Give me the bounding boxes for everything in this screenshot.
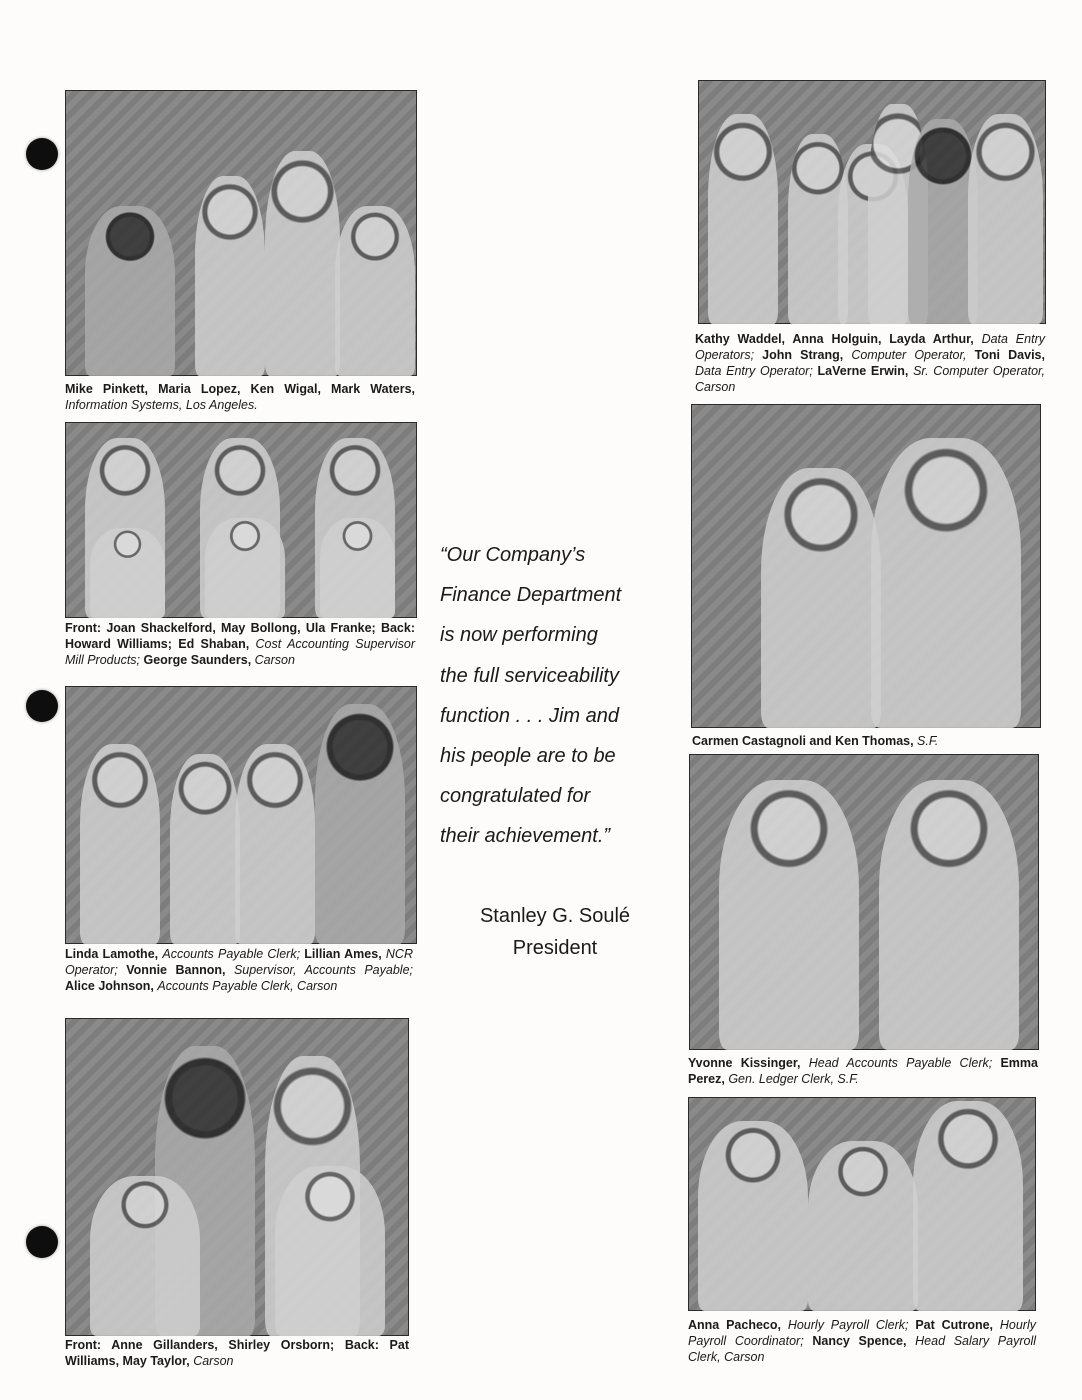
quote-line: is now performing [440, 624, 598, 647]
caption-left-bottom-group [65, 1337, 409, 1369]
caption-names: Vonnie Bannon, [126, 963, 234, 977]
caption-names: Linda Lamothe, [65, 947, 163, 961]
caption-role: S.F. [917, 734, 939, 748]
caption-names: Carmen Castagnoli and Ken Thomas, [692, 734, 918, 748]
caption-names: Front: Joan Shackelford, May Bollong, Ula Franke; Back: Howard Williams; Ed Shaban, [65, 621, 415, 651]
photo-cost-accounting [65, 422, 417, 618]
quote-line: Finance Department [440, 584, 622, 607]
quote-line: the full serviceability [440, 664, 619, 687]
binder-hole-middle [26, 690, 58, 722]
caption-payroll [688, 1317, 1036, 1365]
caption-role: Cost Accounting Supervisor Mill Products; [65, 637, 415, 667]
caption-role: Accounts Payable Clerk, Carson [157, 979, 338, 993]
caption-names: Nancy Spence, [812, 1334, 916, 1348]
binder-hole-bottom [26, 1226, 58, 1258]
photo-left-bottom-group [65, 1018, 409, 1336]
caption-role: Carson [193, 1354, 234, 1368]
caption-kissinger-perez [688, 1055, 1038, 1087]
caption-role: Computer Operator, [851, 348, 975, 362]
caption-names: Lillian Ames, [304, 947, 386, 961]
quote-line: his people are to be [440, 745, 616, 768]
binder-hole-top [26, 138, 58, 170]
photo-information-systems [65, 90, 417, 376]
caption-role: Head Salary Payroll Clerk, Carson [688, 1334, 1036, 1364]
photo-accounts-payable [65, 686, 417, 944]
caption-names: George Saunders, [143, 653, 255, 667]
photo-payroll [688, 1097, 1036, 1311]
caption-role: Accounts Payable Clerk; [162, 947, 305, 961]
caption-names: Mike Pinkett, Maria Lopez, Ken Wigal, Mark Waters, [65, 382, 415, 396]
caption-role: Hourly Payroll Clerk; [787, 1318, 916, 1332]
president-quote [440, 535, 680, 857]
quote-author: Stanley G. Soulé [479, 905, 631, 927]
quote-author-title: President [512, 937, 598, 959]
caption-data-entry [695, 331, 1045, 395]
quote-line: their achievement.” [440, 825, 611, 848]
caption-names: Emma Perez, [688, 1056, 1038, 1086]
caption-role: Hourly Payroll Coordinator; [688, 1318, 1036, 1348]
caption-names: Kathy Waddel, Anna Holguin, Layda Arthur, [695, 332, 982, 346]
caption-cost-accounting [65, 620, 415, 668]
caption-names: Yvonne Kissinger, [688, 1056, 809, 1070]
caption-role: Gen. Ledger Clerk, S.F. [728, 1072, 859, 1086]
quote-line: “Our Company’s [440, 544, 586, 566]
caption-names: Toni Davis, [974, 348, 1045, 362]
caption-role: Supervisor, Accounts Payable; [233, 963, 413, 977]
quote-line: congratulated for [440, 785, 591, 808]
caption-role: Data Entry Operator; [695, 364, 818, 378]
caption-castagnoli-thomas [692, 733, 1042, 749]
caption-names: Anna Pacheco, [688, 1318, 788, 1332]
photo-kissinger-perez [689, 754, 1039, 1050]
caption-names: Front: Anne Gillanders, Shirley Orsborn; Back: Pat Williams, May Taylor, [65, 1338, 409, 1368]
caption-names: Pat Cutrone, [915, 1318, 1000, 1332]
caption-information-systems [65, 381, 415, 413]
caption-names: Alice Johnson, [65, 979, 158, 993]
photo-castagnoli-thomas [691, 404, 1041, 728]
caption-names: John Strang, [762, 348, 852, 362]
photo-data-entry [698, 80, 1046, 324]
quote-line: function . . . Jim and [440, 704, 619, 727]
caption-role: Data Entry Operators; [695, 332, 1045, 362]
caption-role: Information Systems, Los Angeles. [65, 398, 258, 412]
caption-role: Sr. Computer Operator, Carson [695, 364, 1045, 394]
caption-role: NCR Operator; [65, 947, 413, 977]
quote-attribution [450, 900, 660, 964]
caption-accounts-payable [65, 946, 413, 994]
caption-role: Head Accounts Payable Clerk; [808, 1056, 1001, 1070]
caption-names: LaVerne Erwin, [817, 364, 914, 378]
caption-role: Carson [254, 653, 295, 667]
